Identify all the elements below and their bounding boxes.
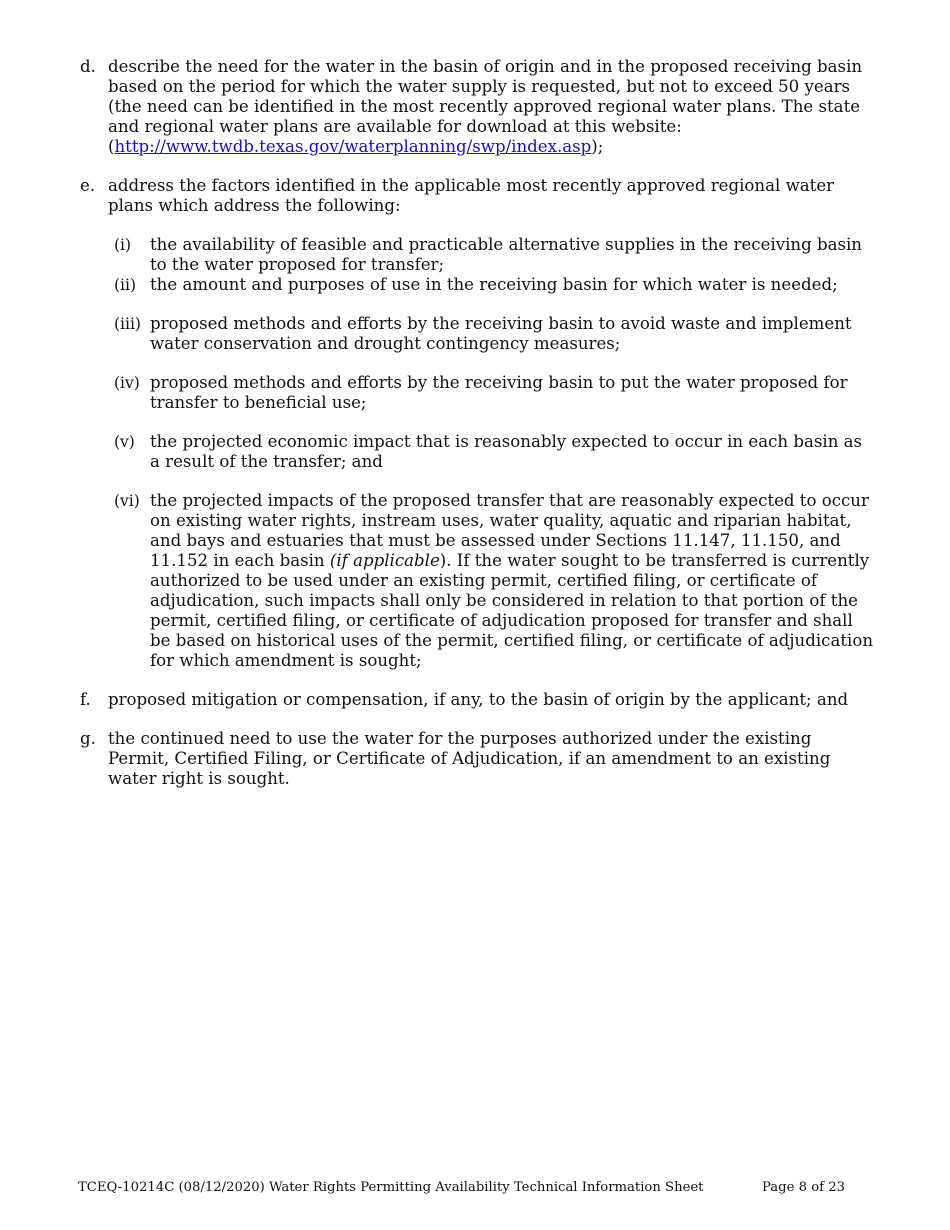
sublist-item-text: proposed methods and efforts by the receiving basin to avoid waste and implement water conservation and drought contingency measures; <box>150 314 852 353</box>
sublist-marker: (v) <box>114 433 135 451</box>
sublist-marker: (ii) <box>114 276 137 294</box>
page-footer <box>78 1180 845 1195</box>
sublist-marker: (iv) <box>114 374 140 392</box>
sublist-item-text: the amount and purposes of use in the receiving basin for which water is needed; <box>150 275 838 294</box>
sublist-marker: (vi) <box>114 492 140 510</box>
sublist-item-text: the projected impacts of the proposed transfer that are reasonably expected to occur on existing water rights, instream uses, water quality, aquatic and riparian habitat, and bays and estuaries that must be assessed under Sections 11.147, 11.150, and 11.152 in each basin (if applicable). If the water sought to be transferred is currently authorized to be used under an existing permit, certified filing, or certificate of adjudication, such impacts shall only be considered in relation to that portion of the permit, certified filing, or certificate of adjudication proposed for transfer and shall be based on historical uses of the permit, certified filing, or certificate of adjudication for which amendment is sought; <box>150 491 874 670</box>
list-item-text: proposed mitigation or compensation, if any, to the basin of origin by the applicant; and <box>108 690 849 709</box>
list-marker: e. <box>80 176 96 195</box>
footer-form-id: TCEQ-10214C (08/12/2020) Water Rights Permitting Availability Technical Information Sheet <box>78 1180 704 1195</box>
list-item-f <box>80 690 875 710</box>
sublist-item-iv <box>114 373 875 413</box>
list-item-text: describe the need for the water in the basin of origin and in the proposed receiving basin based on the period for which the water supply is requested, but not to exceed 50 years (the need can be identified in the most recently approved regional water plans. The state and regional water plans are available for download at this website: (http://www.twdb.texas.gov/waterplanning/swp/index.asp); <box>108 57 863 156</box>
sublist-marker: (i) <box>114 236 132 254</box>
footer-page-number: Page 8 of 23 <box>762 1180 845 1195</box>
list-marker: d. <box>80 57 96 76</box>
factors-sublist <box>114 235 875 671</box>
sublist-item-text: the projected economic impact that is reasonably expected to occur in each basin as a result of the transfer; and <box>150 432 863 471</box>
list-marker: g. <box>80 729 96 748</box>
twdb-water-plans-link[interactable]: http://www.twdb.texas.gov/waterplanning/swp/index.asp <box>114 137 592 156</box>
sublist-item-v <box>114 432 875 472</box>
sublist-item-text: proposed methods and efforts by the receiving basin to put the water proposed for transfer to beneficial use; <box>150 373 848 412</box>
list-marker: f. <box>80 690 91 709</box>
list-item-g <box>80 729 875 789</box>
italic-note: (if applicable <box>329 551 440 570</box>
list-item-text: the continued need to use the water for the purposes authorized under the existing Permit, Certified Filing, or Certificate of Adjudication, if an amendment to an existing water right is sought. <box>108 729 831 788</box>
document-content <box>80 57 875 808</box>
sublist-item-text: the availability of feasible and practicable alternative supplies in the receiving basin to the water proposed for transfer; <box>150 235 862 274</box>
sublist-marker: (iii) <box>114 315 141 333</box>
sublist-item-i <box>114 235 875 275</box>
list-item-d <box>80 57 875 157</box>
sublist-item-vi <box>114 491 875 671</box>
list-item-text: address the factors identified in the applicable most recently approved regional water plans which address the following: <box>108 176 835 215</box>
sublist-item-ii <box>114 275 875 295</box>
list-item-e <box>80 176 875 216</box>
sublist-item-iii <box>114 314 875 354</box>
